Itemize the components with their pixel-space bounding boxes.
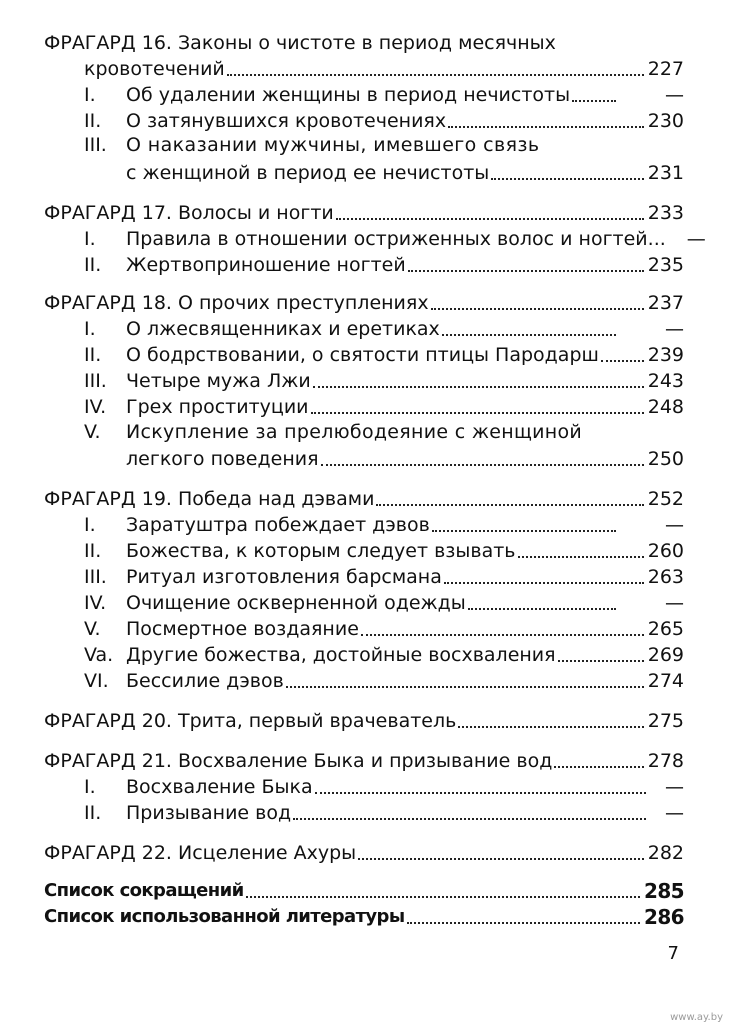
toc-entry: I. Об удалении женщины в период нечистоты — — [84, 84, 684, 106]
toc-entry: II. Жертвоприношение ногтей 235 — [84, 254, 684, 276]
page-number: 7 — [667, 943, 679, 964]
toc-entry: II. Призывание вод — — [84, 802, 684, 824]
toc-entry: II. О затянувшихся кровотечениях 230 — [84, 110, 684, 132]
toc-heading-19: ФРАГАРД 19. Победа над дэвами 252 — [44, 488, 684, 510]
toc-entry-num: V. — [84, 421, 101, 443]
watermark: www.ay.by — [670, 1012, 723, 1023]
toc-entry: Va. Другие божества, достойные восхваления 269 — [84, 644, 684, 666]
toc-entry: VI. Бессилие дэвов 274 — [84, 670, 684, 692]
toc-entry: III. Четыре мужа Лжи 243 — [84, 370, 684, 392]
toc-entry: Искупление за прелюбодеяние с женщиной — [126, 421, 583, 443]
toc-entry-num: III. — [84, 134, 107, 156]
toc-heading-22: ФРАГАРД 22. Исцеление Ахуры 282 — [44, 842, 684, 864]
toc-entry: I. Заратуштра побеждает дэвов — — [84, 514, 684, 536]
toc-entry: IV. Грех проституции 248 — [84, 396, 684, 418]
toc-entry: с женщиной в период ее нечистоты 231 — [126, 162, 684, 184]
toc-entry: IV. Очищение оскверненной одежды — — [84, 592, 684, 614]
toc-entry: I. Восхваление Быка — — [84, 776, 684, 798]
toc-entry: V. Посмертное воздаяние 265 — [84, 618, 684, 640]
toc-heading-21: ФРАГАРД 21. Восхваление Быка и призывание вод 278 — [44, 750, 684, 772]
toc-bibliography: Список использованной литературы 286 — [44, 905, 684, 929]
toc-heading-17: ФРАГАРД 17. Волосы и ногти 233 — [44, 202, 684, 224]
toc-entry: III. Ритуал изготовления барсмана 263 — [84, 566, 684, 588]
toc-entry: II. О бодрствовании, о святости птицы Пародарш 239 — [84, 344, 684, 366]
toc-entry: легкого поведения 250 — [126, 448, 684, 470]
toc-heading-18: ФРАГАРД 18. О прочих преступлениях 237 — [44, 292, 684, 314]
toc-heading-20: ФРАГАРД 20. Трита, первый врачеватель 275 — [44, 710, 684, 732]
toc-entry: I. Правила в отношении остриженных волос и ногтей... — — [84, 228, 706, 250]
toc-abbreviations: Список сокращений 285 — [44, 879, 684, 903]
toc-entry: II. Божества, к которым следует взывать 260 — [84, 540, 684, 562]
toc-heading-16: ФРАГАРД 16. Законы о чистоте в период месячных — [44, 32, 556, 54]
toc-entry: кровотечений 227 — [84, 58, 684, 80]
toc-entry: О наказании мужчины, имевшего связь — [126, 134, 540, 156]
toc-entry: I. О лжесвященниках и еретиках — — [84, 318, 684, 340]
